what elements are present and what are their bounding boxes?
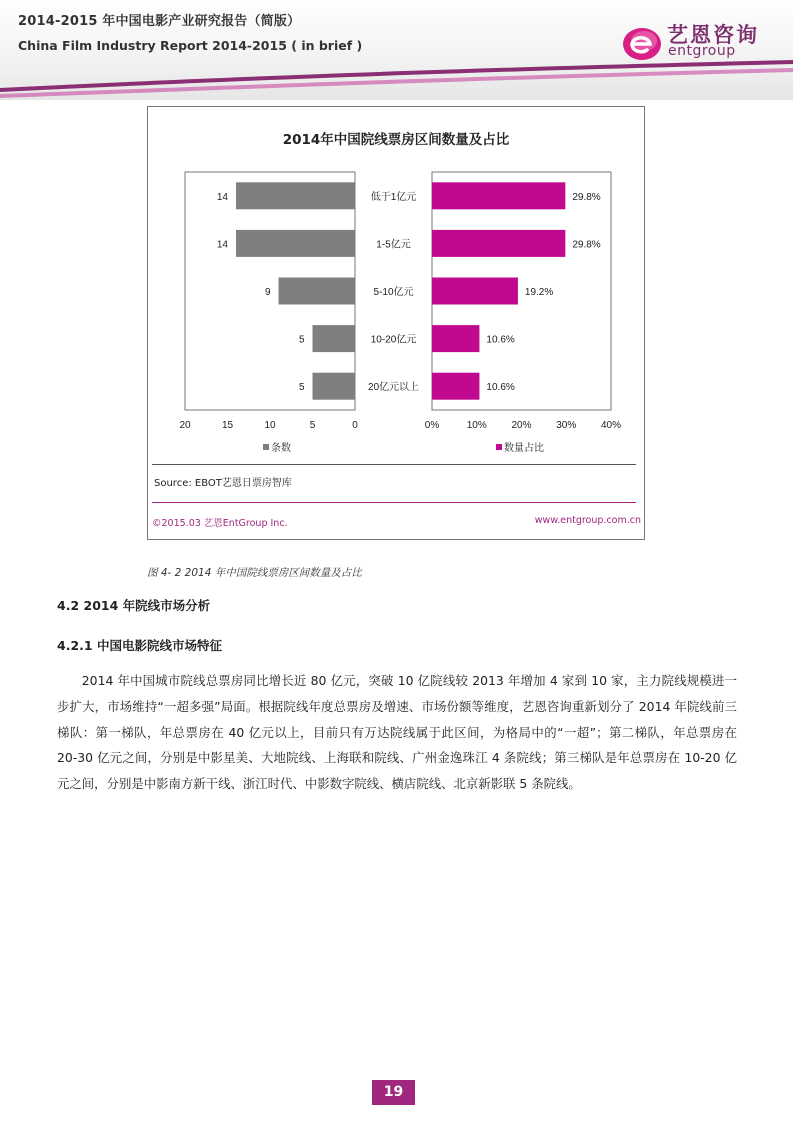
bar-count-label-1: 14 <box>216 239 228 251</box>
bar-count-label-2: 9 <box>264 287 271 298</box>
figure-caption: 图 4- 2 2014 年中国院线票房区间数量及占比 <box>147 567 362 579</box>
category-label-4: 20亿元以上 <box>367 382 420 394</box>
bar-share-label-1: 29.8% <box>572 239 601 251</box>
report-subtitle: China Film Industry Report 2014-2015 ( in brief ) <box>18 38 363 53</box>
bar-count-label-3: 5 <box>298 334 305 346</box>
page-header <box>0 0 793 100</box>
bar-count-label-4: 5 <box>298 382 305 394</box>
bar-share-1 <box>432 230 565 257</box>
left-axis-tick-1: 15 <box>221 420 234 431</box>
bar-count-2 <box>279 278 356 305</box>
subsection-heading: 4.2.1 中国电影院线市场特征 <box>57 638 222 653</box>
entgroup-logo <box>620 18 780 68</box>
bar-count-label-0: 14 <box>216 191 228 203</box>
bar-count-1 <box>236 230 355 257</box>
logo-english-text: entgroup <box>668 43 736 59</box>
left-axis-tick-2: 10 <box>264 420 276 431</box>
right-axis-tick-2: 20% <box>511 420 532 431</box>
right-axis-tick-4: 40% <box>600 420 622 431</box>
legend-share-label: 数量占比 <box>504 443 544 454</box>
bar-count-4 <box>313 373 356 400</box>
bar-share-2 <box>432 278 518 305</box>
legend-count-label: 条数 <box>271 443 291 454</box>
bar-share-label-3: 10.6% <box>486 334 515 346</box>
logo-chinese-text: 艺恩咨询 <box>667 23 759 47</box>
section-heading: 4.2 2014 年院线市场分析 <box>57 598 211 613</box>
report-title: 2014-2015 年中国电影产业研究报告（简版） <box>18 14 301 29</box>
bar-share-label-0: 29.8% <box>572 191 601 203</box>
chart-source: Source: EBOT艺恩日票房智库 <box>154 478 292 489</box>
category-label-0: 低于1亿元 <box>370 191 417 203</box>
page-number: 19 <box>372 1080 415 1105</box>
category-label-3: 10-20亿元 <box>370 334 417 346</box>
bar-share-3 <box>432 325 479 352</box>
chart-website: www.entgroup.com.cn <box>534 515 641 526</box>
bar-share-label-4: 10.6% <box>486 382 515 394</box>
category-label-2: 5-10亿元 <box>373 287 414 298</box>
right-axis-tick-1: 10% <box>466 420 487 431</box>
entgroup-logo-icon <box>620 20 664 64</box>
divider <box>152 464 636 465</box>
legend-count-swatch <box>263 444 269 450</box>
chart-copyright: ©2015.03 艺恩EntGroup Inc. <box>152 518 288 529</box>
category-label-1: 1-5亿元 <box>376 239 411 251</box>
left-axis-tick-4: 0 <box>352 420 358 431</box>
right-axis-tick-3: 30% <box>556 420 577 431</box>
bar-count-0 <box>236 182 355 209</box>
body-paragraph: 2014 年中国城市院线总票房同比增长近 80 亿元，突破 10 亿院线较 2013 年增加 4 家到 10 家，主力院线规模进一步扩大，市场维持“一超多强”局面。根据院线年度总票房及增速、市场份额等维度，艺恩咨询重新划分了 2014 年院线前三梯队：第一梯队，年总票房在 40 亿元以上，目前只有万达院线属于此区间，为格局中的“一超”；第二梯队，年总票房在 20-30 亿元之间，分别是中影星美、大地院线、上海联和院线、广州金逸珠江 4 条院线；第三梯队是年总票房在 10-20 亿元之间，分别是中影南方新干线、浙江时代、中影数字院线、横店院线、北京新影联 5 条院线。 <box>57 673 737 792</box>
bar-share-label-2: 19.2% <box>524 287 554 298</box>
chart-frame <box>147 106 645 540</box>
left-axis-tick-3: 5 <box>309 420 316 431</box>
right-axis-tick-0: 0% <box>424 420 440 431</box>
bar-count-3 <box>313 325 356 352</box>
bar-share-4 <box>432 373 479 400</box>
chart-title: 2014年中国院线票房区间数量及占比 <box>282 132 510 148</box>
legend-share-swatch <box>496 444 502 450</box>
bar-share-0 <box>432 182 565 209</box>
divider-brand <box>152 502 636 503</box>
left-axis-tick-0: 20 <box>179 420 191 431</box>
